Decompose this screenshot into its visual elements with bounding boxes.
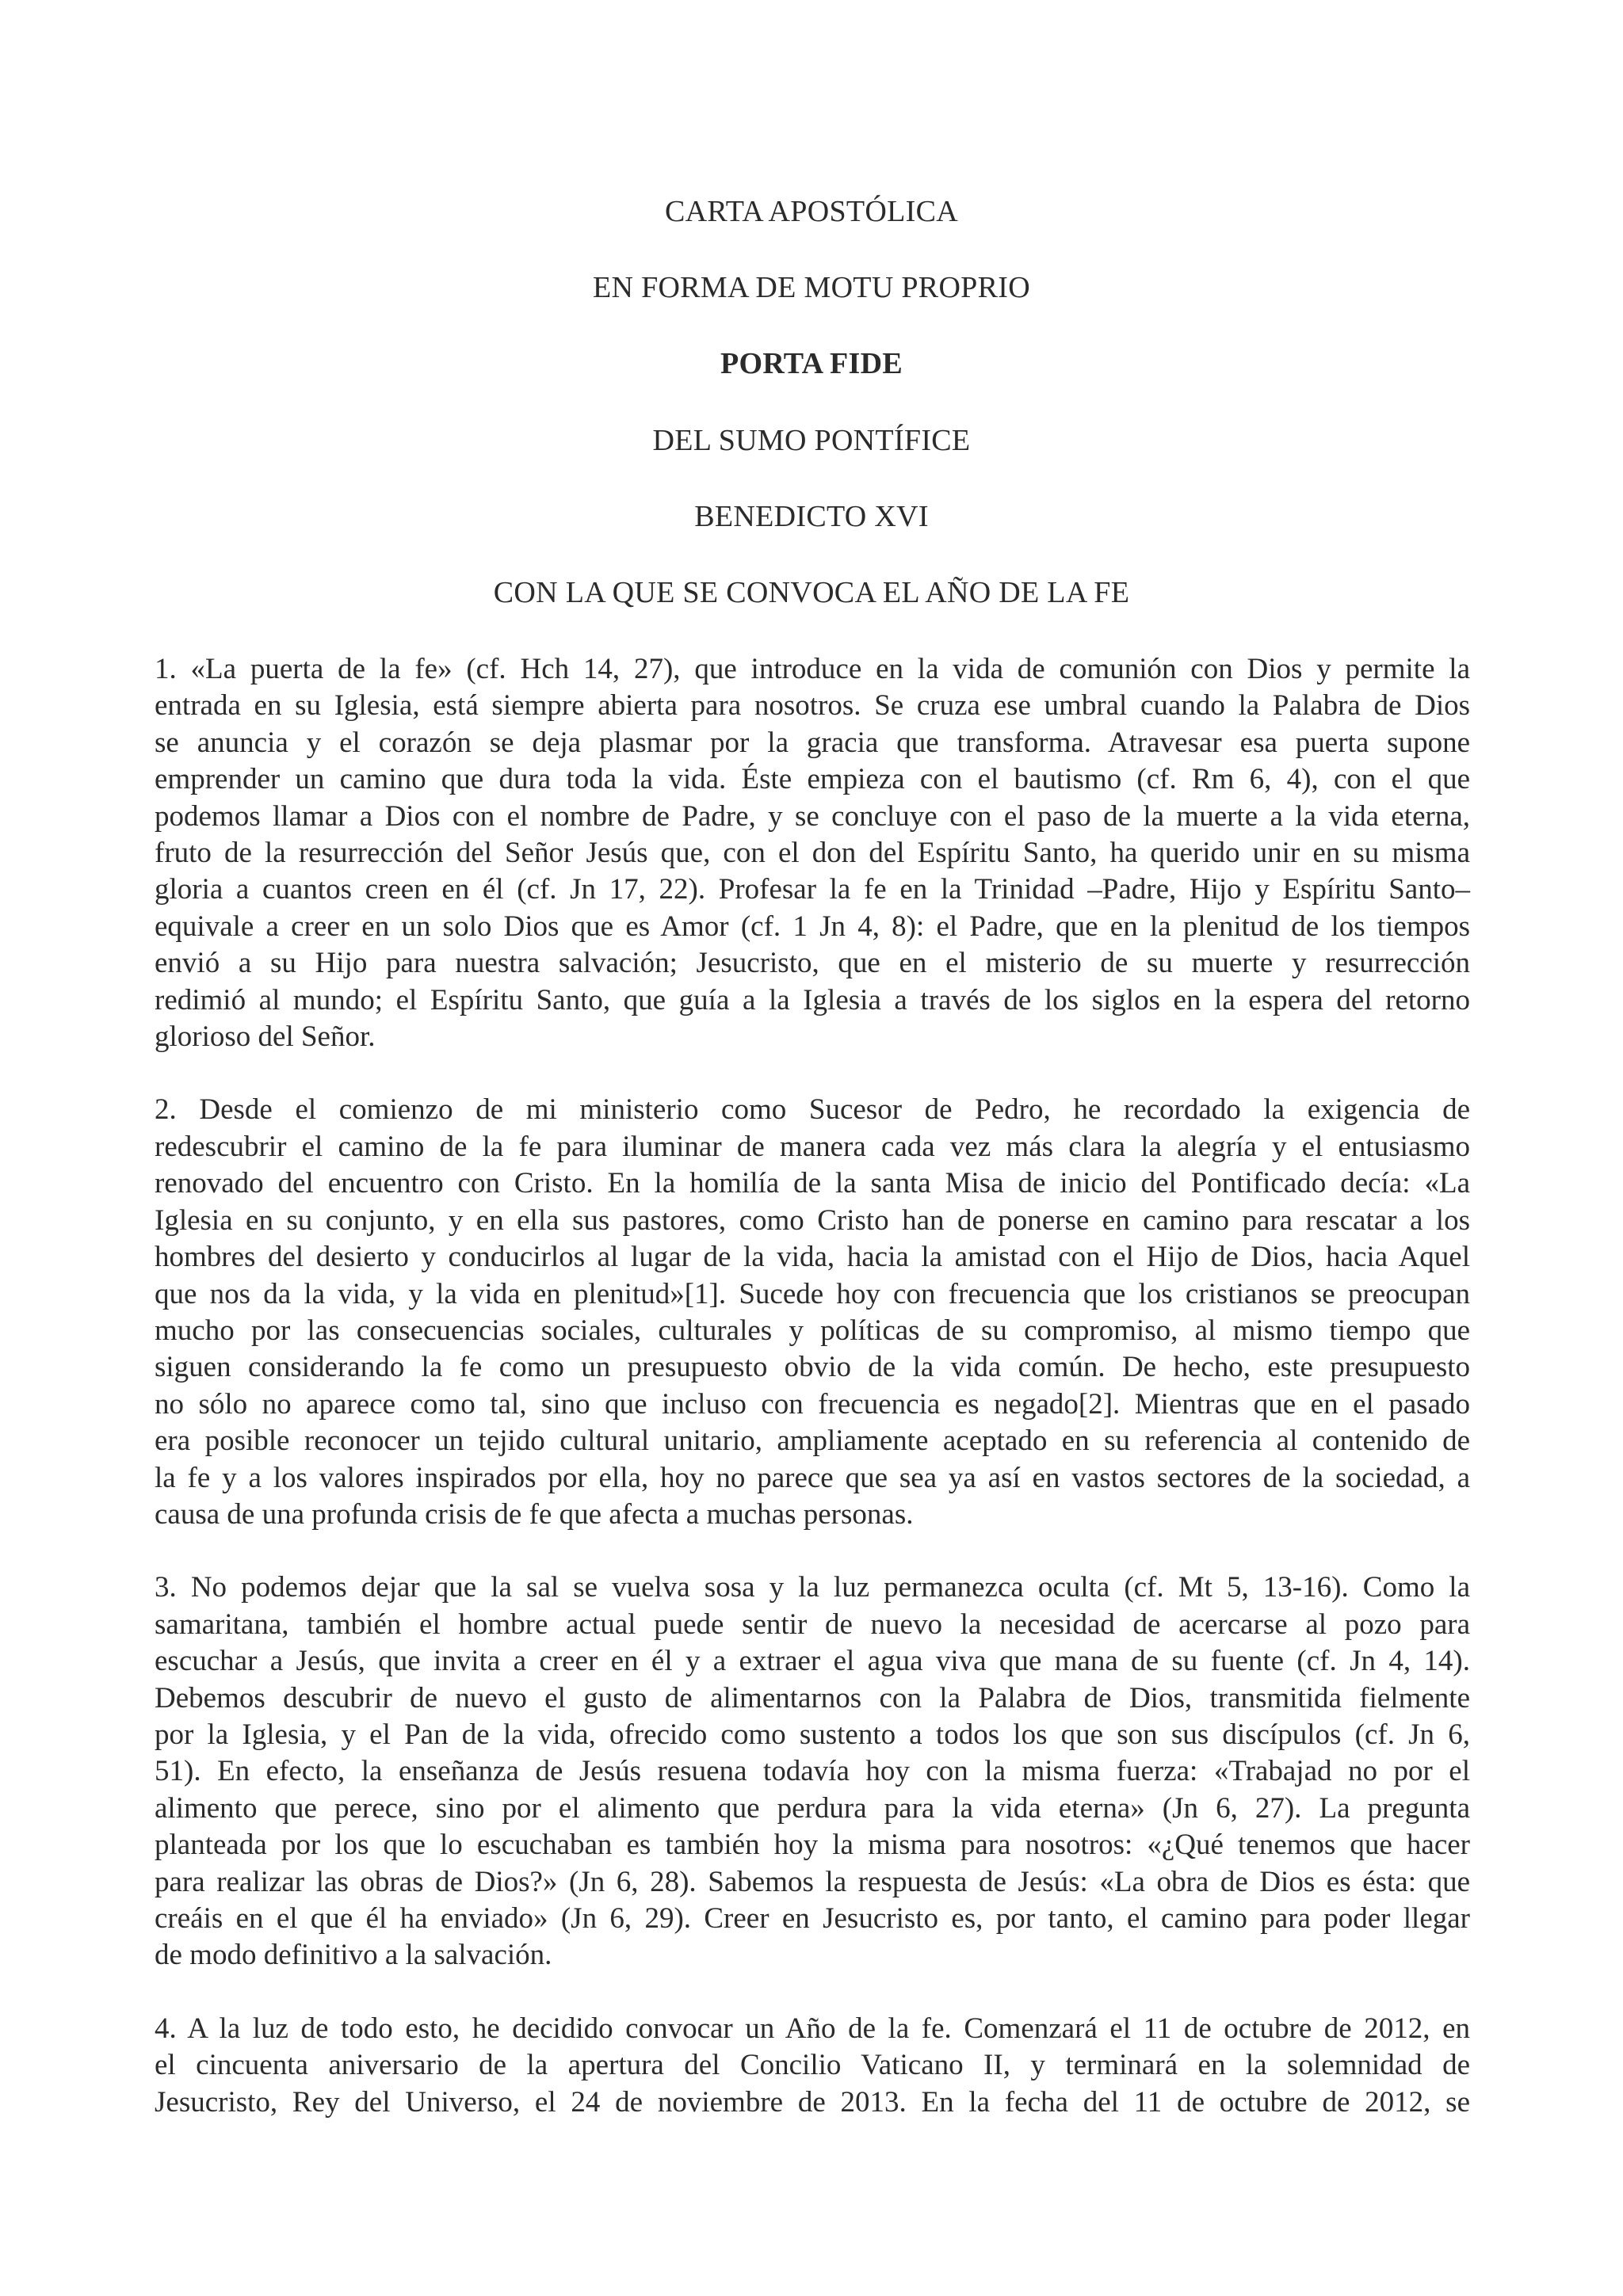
heading-sumo-pontifice: DEL SUMO PONTÍFICE	[652, 424, 971, 457]
paragraph-line: redimió al mundo; el Espíritu Santo, que guía a la Iglesia a través de los siglos en la espera del retorno	[155, 983, 1470, 1016]
paragraph-line: de modo definitivo a la salvación.	[155, 1939, 552, 1972]
paragraph-line: por la Iglesia, y el Pan de la vida, ofrecido como sustento a todos los que son sus discípulos (cf. Jn 6,	[155, 1718, 1470, 1751]
paragraph-line: entrada en su Iglesia, está siempre abierta para nosotros. Se cruza ese umbral cuando la Palabra de Dios	[155, 689, 1470, 723]
paragraph-line: siguen considerando la fe como un presupuesto obvio de la vida común. De hecho, este presupuesto	[155, 1351, 1470, 1384]
heading-motu-proprio: EN FORMA DE MOTU PROPRIO	[593, 271, 1030, 304]
document-body	[155, 651, 1470, 2157]
document-title: PORTA FIDE	[720, 347, 903, 380]
heading-carta-apostolica: CARTA APOSTÓLICA	[664, 195, 959, 228]
paragraph-line: creáis en el que él ha enviado» (Jn 6, 29). Creer en Jesucristo es, por tanto, el camino para poder llegar	[155, 1902, 1470, 1935]
heading-pope-name: BENEDICTO XVI	[694, 500, 929, 533]
paragraph-line: hombres del desierto y conducirlos al lugar de la vida, hacia la amistad con el Hijo de Dios, hacia Aquel	[155, 1241, 1470, 1274]
paragraph-line: planteada por los que lo escuchaban es también hoy la misma para nosotros: «¿Qué tenemos que hacer	[155, 1829, 1470, 1862]
heading-subtitle: CON LA QUE SE CONVOCA EL AÑO DE LA FE	[493, 576, 1130, 609]
paragraph-line: Jesucristo, Rey del Universo, el 24 de noviembre de 2013. En la fecha del 11 de octubre de 2012, se	[155, 2085, 1470, 2119]
paragraph-line: para realizar las obras de Dios?» (Jn 6, 28). Sabemos la respuesta de Jesús: «La obra de Dios es ésta: que	[155, 1865, 1470, 1898]
paragraph-line: no sólo no aparece como tal, sino que incluso con frecuencia es negado[2]. Mientras que en el pasado	[155, 1387, 1470, 1421]
paragraph-line: 51). En efecto, la enseñanza de Jesús resuena todavía hoy con la misma fuerza: «Trabajad no por el	[155, 1755, 1470, 1788]
paragraph-line: era posible reconocer un tejido cultural unitario, ampliamente aceptado en su referencia al contenido de	[155, 1425, 1470, 1458]
paragraph-line: samaritana, también el hombre actual puede sentir de nuevo la necesidad de acercarse al pozo para	[155, 1608, 1470, 1641]
paragraph-line: gloria a cuantos creen en él (cf. Jn 17, 22). Profesar la fe en la Trinidad –Padre, Hijo y Espíritu Santo–	[155, 873, 1470, 906]
paragraph-line: 4. A la luz de todo esto, he decidido convocar un Año de la fe. Comenzará el 11 de octubre de 2012, en	[155, 2012, 1470, 2045]
paragraph-line: Iglesia en su conjunto, y en ella sus pastores, como Cristo han de ponerse en camino para rescatar a los	[155, 1203, 1470, 1237]
paragraph-line: podemos llamar a Dios con el nombre de Padre, y se concluye con el paso de la muerte a la vida eterna,	[155, 799, 1470, 833]
paragraph-line: emprender un camino que dura toda la vida. Éste empieza con el bautismo (cf. Rm 6, 4), con el que	[155, 763, 1470, 796]
paragraph-line: causa de una profunda crisis de fe que afecta a muchas personas.	[155, 1497, 914, 1531]
paragraph-line: alimento que perece, sino por el alimento que perdura para la vida eterna» (Jn 6, 27). La pregunta	[155, 1791, 1470, 1825]
paragraph-line: equivale a creer en un solo Dios que es Amor (cf. 1 Jn 4, 8): el Padre, que en la plenitud de los tiempos	[155, 910, 1470, 943]
paragraph-line: renovado del encuentro con Cristo. En la homilía de la santa Misa de inicio del Pontificado decía: «La	[155, 1167, 1470, 1200]
paragraph-line: que nos da la vida, y la vida en plenitud»[1]. Sucede hoy con frecuencia que los cristianos se preocupan	[155, 1277, 1470, 1310]
paragraph-line: envió a su Hijo para nuestra salvación; Jesucristo, que en el misterio de su muerte y resurrección	[155, 947, 1470, 980]
paragraph-line: fruto de la resurrección del Señor Jesús que, con el don del Espíritu Santo, ha querido unir en su misma	[155, 837, 1470, 870]
paragraph-line: 2. Desde el comienzo de mi ministerio como Sucesor de Pedro, he recordado la exigencia de	[155, 1093, 1470, 1127]
paragraph-line: 3. No podemos dejar que la sal se vuelva sosa y la luz permanezca oculta (cf. Mt 5, 13-16). Como la	[155, 1571, 1470, 1604]
paragraph-3	[155, 1569, 1470, 1974]
paragraph-line: glorioso del Señor.	[155, 1020, 376, 1054]
paragraph-2	[155, 1092, 1470, 1533]
paragraph-1	[155, 651, 1470, 1055]
paragraph-line: redescubrir el camino de la fe para iluminar de manera cada vez más clara la alegría y el entusiasmo	[155, 1130, 1470, 1163]
paragraph-line: se anuncia y el corazón se deja plasmar por la gracia que transforma. Atravesar esa puerta supone	[155, 726, 1470, 759]
paragraph-line: escuchar a Jesús, que invita a creer en él y a extraer el agua viva que mana de su fuente (cf. Jn 4, 14).	[155, 1645, 1470, 1678]
paragraph-line: el cincuenta aniversario de la apertura del Concilio Vaticano II, y terminará en la solemnidad de	[155, 2049, 1470, 2082]
paragraph-line: 1. «La puerta de la fe» (cf. Hch 14, 27), que introduce en la vida de comunión con Dios y permite la	[155, 653, 1470, 685]
paragraph-line: la fe y a los valores inspirados por ella, hoy no parece que sea ya así en vastos sectores de la sociedad, a	[155, 1461, 1470, 1494]
paragraph-line: Debemos descubrir de nuevo el gusto de alimentarnos con la Palabra de Dios, transmitida fielmente	[155, 1681, 1470, 1714]
paragraph-line: mucho por las consecuencias sociales, culturales y políticas de su compromiso, al mismo tiempo que	[155, 1314, 1470, 1347]
paragraph-4	[155, 2011, 1470, 2121]
